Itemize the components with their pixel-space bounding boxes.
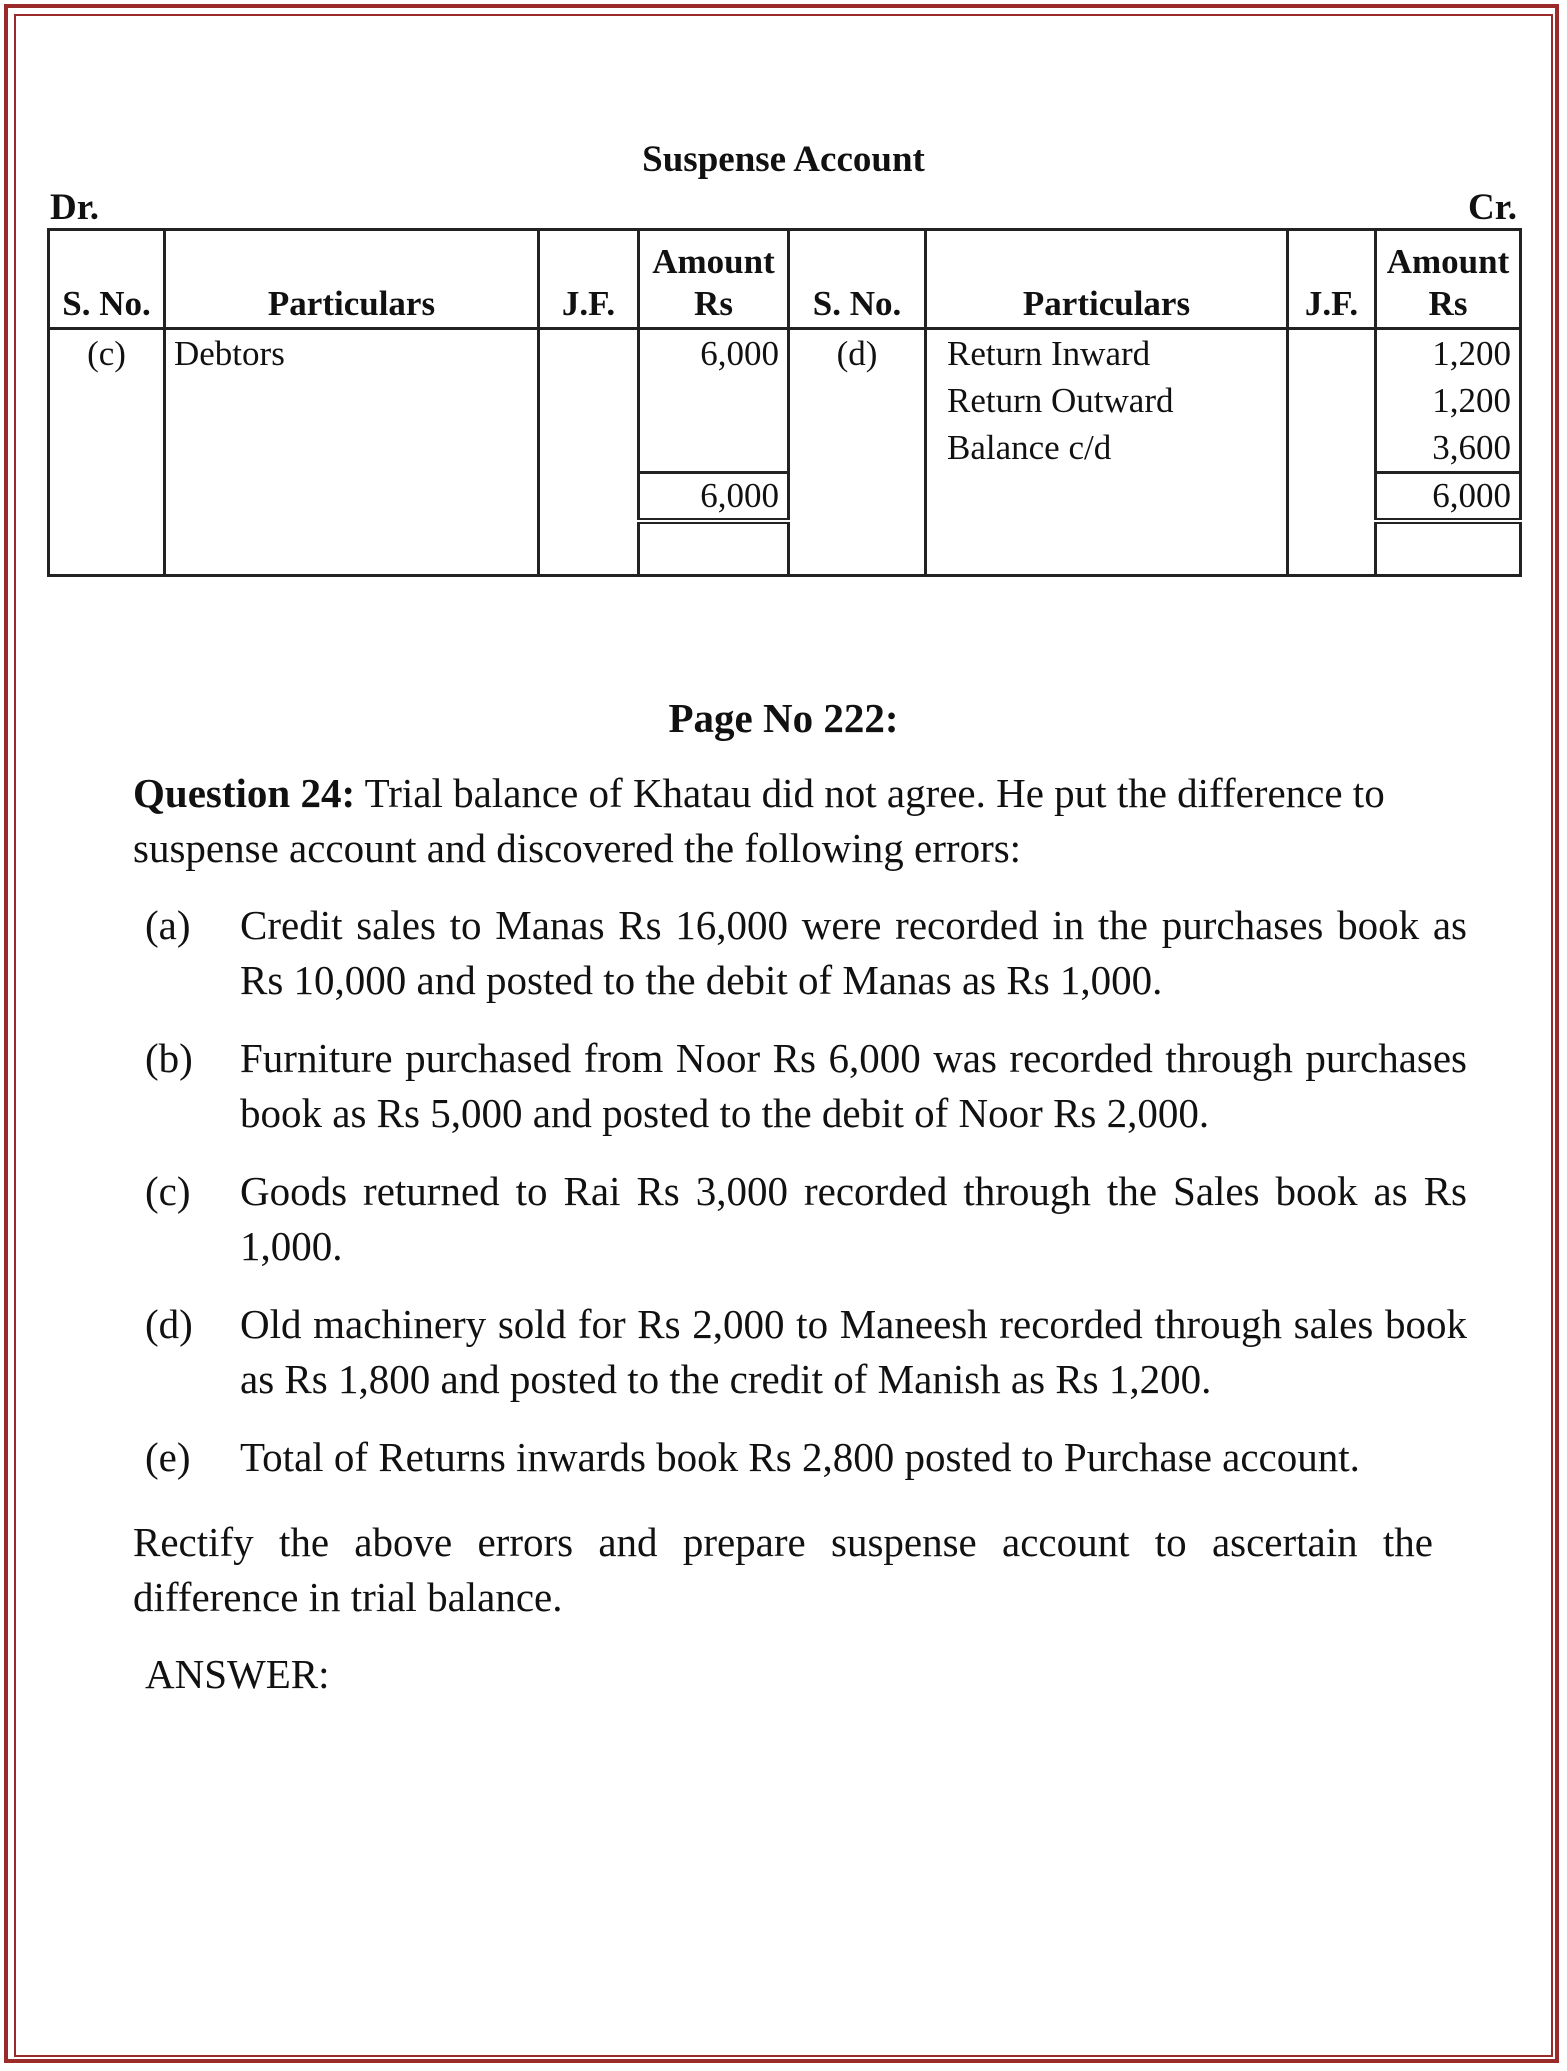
header-amount-label: Amount [652, 242, 775, 281]
credit-total: 6,000 [1376, 473, 1521, 522]
debit-total: 6,000 [639, 473, 789, 522]
debit-amount: 6,000 [639, 329, 789, 378]
page-number-heading: Page No 222: [668, 695, 899, 741]
error-text: Goods returned to Rai Rs 3,000 recorded through the Sales book as Rs 1,000. [240, 1168, 1467, 1269]
header-particulars-cr: Particulars [926, 230, 1288, 329]
header-amount-cr [1376, 230, 1521, 329]
credit-sno: (d) [789, 329, 926, 378]
credit-particulars: Balance c/d [926, 424, 1288, 473]
error-tag: (b) [145, 1035, 193, 1081]
list-item [145, 1430, 1467, 1485]
header-rs-label: Rs [1428, 284, 1468, 323]
header-jf-dr: J.F. [539, 230, 639, 329]
table-row [49, 521, 1521, 576]
answer-heading: ANSWER: [145, 1651, 330, 1697]
suspense-account-table [47, 228, 1522, 577]
list-item [145, 1031, 1467, 1141]
debit-particulars: Debtors [165, 329, 539, 378]
header-amount-label: Amount [1386, 242, 1510, 281]
error-text: Furniture purchased from Noor Rs 6,000 was recorded through purchases book as Rs 5,000 and posted to the debit of Noor Rs 2,000. [240, 1035, 1467, 1136]
totals-row [49, 473, 1521, 522]
header-jf-cr: J.F. [1288, 230, 1376, 329]
error-tag: (e) [145, 1434, 191, 1480]
credit-particulars: Return Outward [926, 377, 1288, 424]
table-row [49, 377, 1521, 424]
list-item [145, 1164, 1467, 1274]
rectify-instruction: Rectify the above errors and prepare suspense account to ascertain the difference in trial balance. [133, 1519, 1433, 1620]
header-sno-cr: S. No. [789, 230, 926, 329]
question-body: Trial balance of Khatau did not agree. He put the difference to suspense account and discovered the following errors: [133, 770, 1385, 871]
error-tag: (a) [145, 902, 191, 948]
list-item [145, 898, 1467, 1008]
debit-label: Dr. [50, 187, 99, 228]
header-amount-dr [639, 230, 789, 329]
question-text [133, 766, 1433, 876]
debit-sno: (c) [49, 329, 165, 378]
error-tag: (d) [145, 1301, 193, 1347]
debit-jf [539, 329, 639, 378]
account-title: Suspense Account [642, 139, 925, 180]
header-sno-dr: S. No. [49, 230, 165, 329]
credit-amount: 1,200 [1376, 329, 1521, 378]
header-particulars-dr: Particulars [165, 230, 539, 329]
header-rs-label: Rs [694, 284, 733, 323]
error-text: Credit sales to Manas Rs 16,000 were recorded in the purchases book as Rs 10,000 and posted to the debit of Manas as Rs 1,000. [240, 902, 1467, 1003]
credit-amount: 3,600 [1376, 424, 1521, 473]
credit-amount: 1,200 [1376, 377, 1521, 424]
list-item [145, 1297, 1467, 1407]
table-row [49, 329, 1521, 378]
error-text: Old machinery sold for Rs 2,000 to Maneesh recorded through sales book as Rs 1,800 and posted to the credit of Manish as Rs 1,200. [240, 1301, 1467, 1402]
table-row [49, 424, 1521, 473]
credit-particulars: Return Inward [926, 329, 1288, 378]
question-label: Question 24: [133, 770, 356, 816]
table-header-row [49, 230, 1521, 329]
error-tag: (c) [145, 1168, 191, 1214]
credit-jf [1288, 329, 1376, 378]
error-text: Total of Returns inwards book Rs 2,800 posted to Purchase account. [240, 1434, 1360, 1480]
credit-label: Cr. [1468, 187, 1517, 228]
